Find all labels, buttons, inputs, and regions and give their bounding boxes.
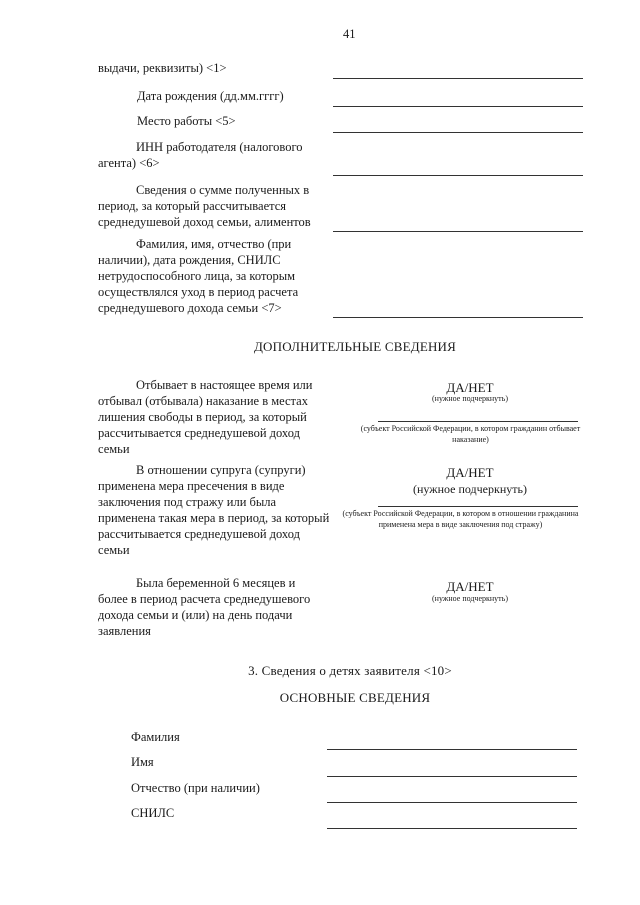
additional-info-title: ДОПОЛНИТЕЛЬНЫЕ СВЕДЕНИЯ (253, 339, 457, 354)
field-birth-date-line[interactable] (333, 106, 583, 107)
q3-text: Была беременной 6 месяцев и более в период расчета среднедушевого дохода семьи и (или) на день подачи заявления (98, 576, 311, 638)
child-patronymic-line[interactable] (327, 802, 577, 803)
field-income-info-label: Сведения о сумме полученных в период, за который рассчитывается среднедушевой доход семьи, алиментов (98, 183, 311, 229)
field-employer-inn-label: ИНН работодателя (налогового агента) <6> (98, 140, 303, 170)
q3-answer[interactable]: ДА/НЕТ (446, 579, 494, 594)
field-caregiver-info-label: Фамилия, имя, отчество (при наличии), дата рождения, СНИЛС нетрудоспособного лица, за которым осуществлялся уход в период расчета среднедушевого дохода семьи <7> (98, 237, 299, 315)
child-snils-line[interactable] (327, 828, 577, 829)
q1-answer[interactable]: ДА/НЕТ (446, 380, 494, 395)
q1-note: (субъект Российской Федерации, в котором гражданин отбывает наказание) (360, 424, 581, 444)
q1-subject-line[interactable] (378, 421, 578, 422)
child-name-label: Имя (131, 755, 154, 769)
q2-subject-line[interactable] (378, 506, 578, 507)
child-surname-line[interactable] (327, 749, 577, 750)
child-surname-label: Фамилия (131, 730, 180, 744)
field-workplace-label: Место работы <5> (137, 114, 236, 128)
q1-hint: (нужное подчеркнуть) (432, 394, 508, 403)
field-issue-details-label: выдачи, реквизиты) <1> (98, 61, 227, 75)
field-income-info-line[interactable] (333, 231, 583, 232)
field-issue-details-line[interactable] (333, 78, 583, 79)
q2-note: (субъект Российской Федерации, в котором в отношении гражданина применена мера в виде заключения под стражу) (342, 509, 579, 529)
page-number: 41 (343, 27, 356, 41)
children-basic-title: ОСНОВНЫЕ СВЕДЕНИЯ (279, 690, 431, 705)
field-birth-date-label: Дата рождения (дд.мм.гггг) (137, 89, 284, 103)
field-workplace-line[interactable] (333, 132, 583, 133)
q1-text: Отбывает в настоящее время или отбывал (отбывала) наказание в местах лишения свободы в период, за который рассчитывается среднедушевой доход семьи (98, 378, 313, 456)
q2-hint: (нужное подчеркнуть) (413, 482, 527, 496)
q2-answer[interactable]: ДА/НЕТ (446, 465, 494, 480)
child-name-line[interactable] (327, 776, 577, 777)
field-caregiver-info-line[interactable] (333, 317, 583, 318)
field-employer-inn-line[interactable] (333, 175, 583, 176)
child-patronymic-label: Отчество (при наличии) (131, 781, 260, 795)
child-snils-label: СНИЛС (131, 806, 175, 820)
q3-hint: (нужное подчеркнуть) (432, 594, 508, 603)
q2-text: В отношении супруга (супруги) применена мера пресечения в виде заключения под стражу или была применена такая мера в период, за который рассчитывается среднедушевой доход семьи (98, 463, 330, 557)
children-section-title: 3. Сведения о детях заявителя <10> (248, 663, 452, 678)
